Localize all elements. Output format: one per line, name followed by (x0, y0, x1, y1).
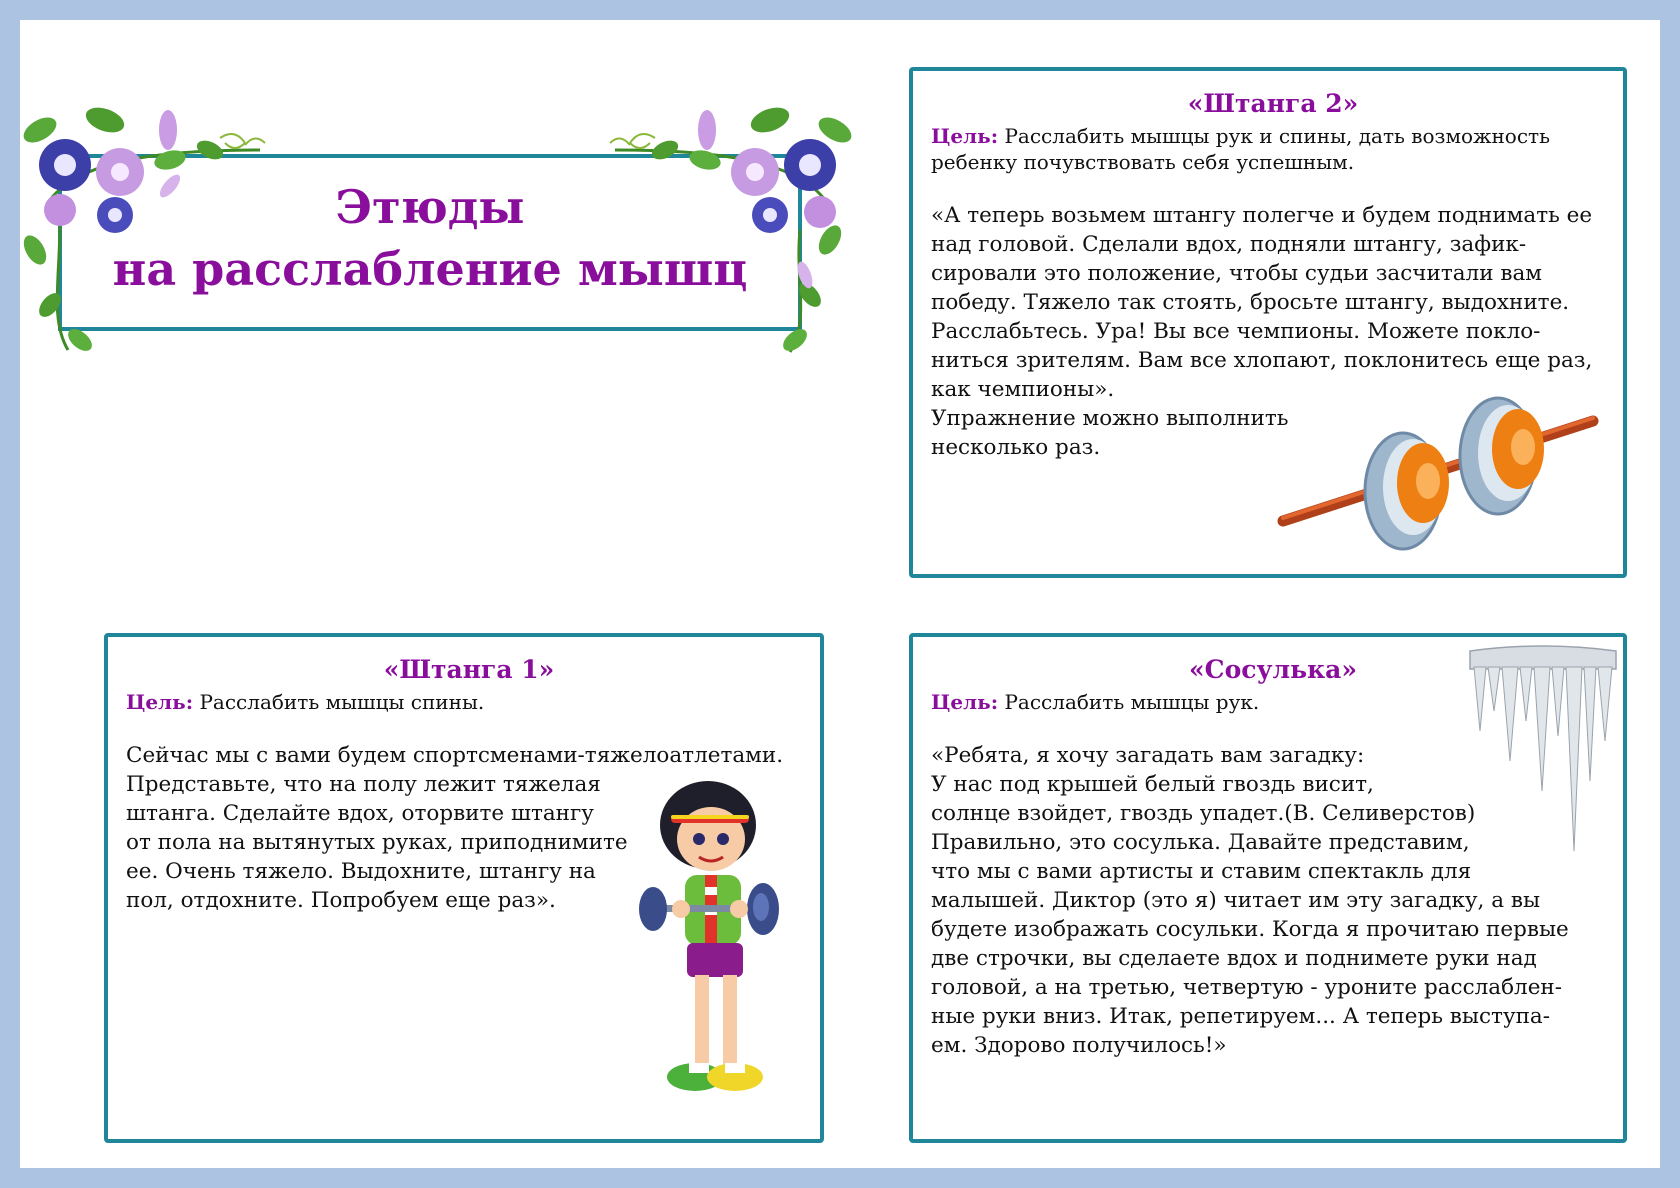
card-note: Упражнение можно выполнить несколько раз. (931, 406, 1289, 460)
card-body: «Ребята, я хочу загадать вам загадку: У нас под крышей белый гвоздь висит, солнце взойдет, гвоздь упадет.(В. Селиверстов) Правильно, это сосулька. Давайте представим, что мы с вами артисты и ставим спектакль для малышей. Диктор (это я) читает им эту загадку, а вы будете изображать сосульки. Когда я прочитаю первые две строчки, вы сделаете вдох и поднимете руки над головой, а на третью, четвертую - уроните расслаблен- ные руки вниз. Итак, репетируем... А теперь выступа- ем. Здорово получилось!» (931, 743, 1569, 1058)
card-barbell-2 (909, 67, 1627, 578)
dumbbell-icon (1273, 391, 1603, 561)
goal-label: Цель: (126, 690, 194, 714)
title-line-1: Этюды (335, 180, 525, 234)
goal-label: Цель: (931, 124, 999, 148)
card-icicle (909, 633, 1627, 1143)
icicles-icon (1468, 641, 1618, 871)
card-barbell-1 (104, 633, 824, 1143)
card-goal (126, 689, 812, 715)
card-goal (931, 123, 1615, 175)
card-title: «Сосулька» (1189, 655, 1357, 684)
goal-text: Расслабить мышцы спины. (199, 690, 485, 714)
card-body: Сейчас мы с вами будем спортсменами-тяжелоатлетами. Представьте, что на полу лежит тяжелая штанга. Сделайте вдох, оторвите штангу от пола на вытянутых руках, приподнимите ее. Очень тяжело. Выдохните, штангу на пол, отдохните. Попробуем еще раз». (126, 743, 784, 913)
title-line-2: на расслабление мышц (112, 242, 748, 296)
flowers-right-decoration (595, 90, 855, 370)
weightlifter-boy-icon (633, 777, 783, 1122)
page (20, 20, 1660, 1168)
goal-text: Расслабить мышцы рук и спины, дать возможность ребенку почувствовать себя успешным. (931, 124, 1550, 174)
goal-text: Расслабить мышцы рук. (1004, 690, 1260, 714)
flowers-left-decoration (20, 90, 280, 370)
card-title: «Штанга 2» (1187, 89, 1359, 118)
goal-label: Цель: (931, 690, 999, 714)
card-body: «А теперь возьмем штангу полегче и будем поднимать ее над головой. Сделали вдох, подняли штангу, зафик-сировали это положение, чтобы судьи засчитали вам победу. Тяжело так стоять, бросьте штангу, выдохните. Расслабьтесь. Ура! Вы все чемпионы. Можете покло-ниться зрителям. Вам все хлопают, поклонитесь еще раз, как чемпионы». (931, 203, 1593, 402)
card-title: «Штанга 1» (383, 655, 555, 684)
